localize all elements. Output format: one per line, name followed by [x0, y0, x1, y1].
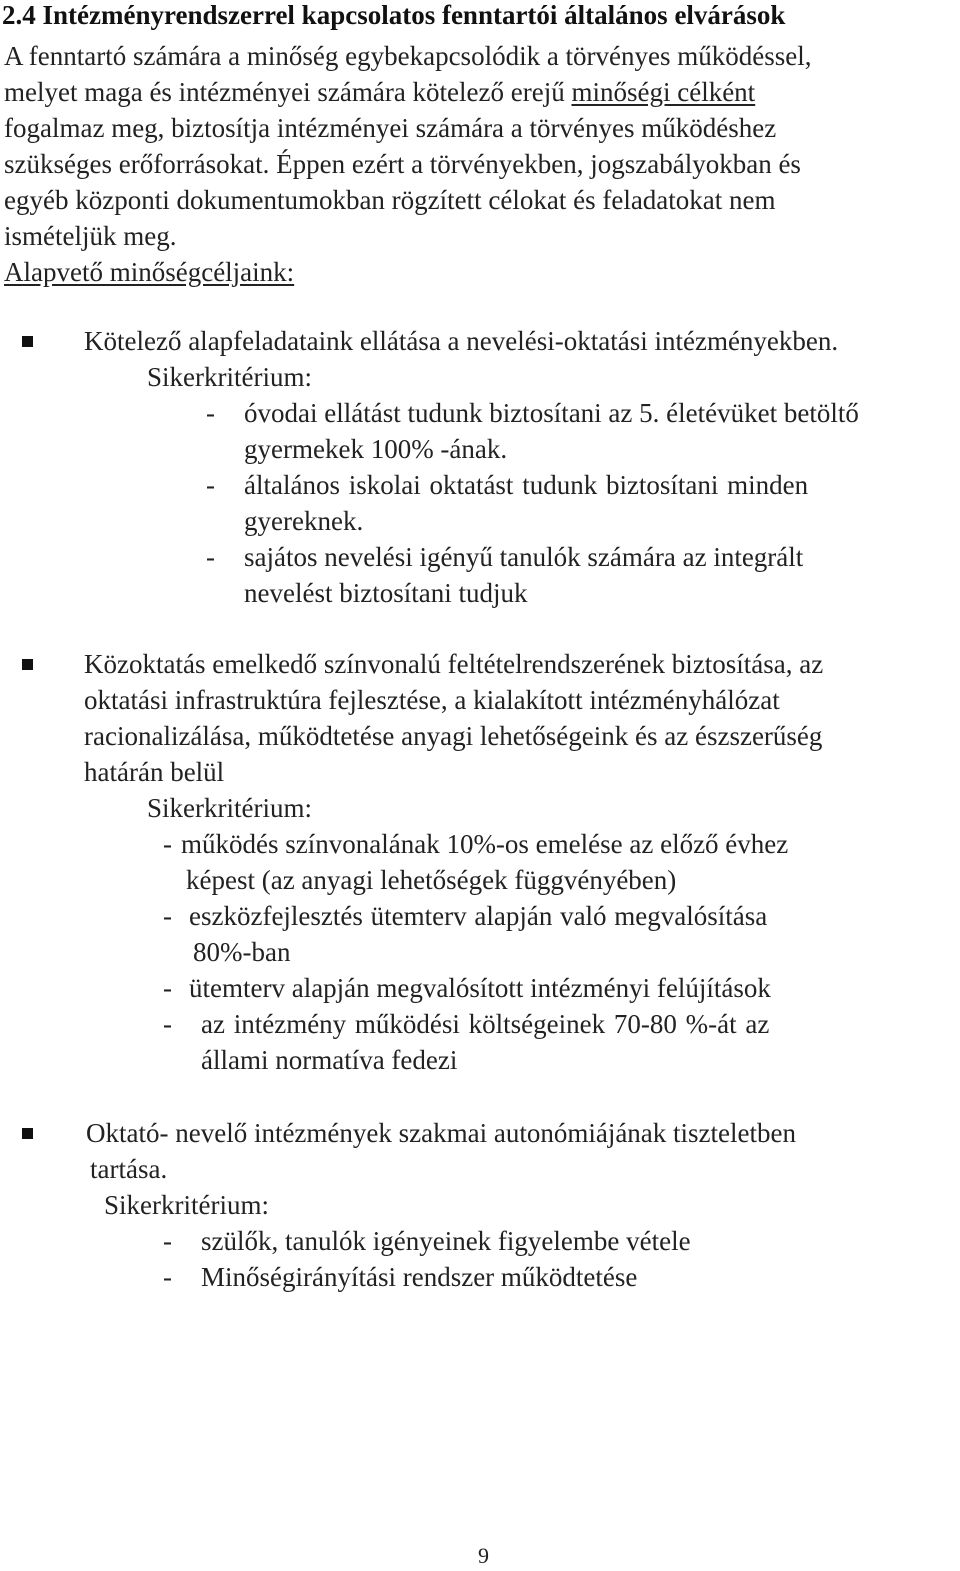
criterion-line: gyermekek 100% -ának.	[244, 434, 508, 464]
goal-line: határán belül	[84, 757, 225, 787]
quality-goal-link[interactable]: minőségi célként	[571, 77, 756, 107]
intro-line	[4, 182, 934, 218]
goal-3-criteria-label: Sikerkritérium:	[104, 1190, 269, 1220]
intro-line	[4, 218, 934, 254]
criterion-line: gyereknek.	[244, 506, 364, 536]
dash-marker: -	[163, 1009, 172, 1039]
intro-line	[4, 74, 934, 110]
bullet-square-icon	[22, 659, 33, 670]
goal-3-text	[86, 1115, 796, 1187]
dash-marker: -	[206, 542, 215, 572]
criterion-line: eszközfejlesztés ütemterv alapján való megvalósítása	[189, 901, 768, 931]
goal-2-criteria-label: Sikerkritérium:	[147, 793, 312, 823]
intro-line-text: fogalmaz meg, biztosítja intézményei számára a törvényes működéshez	[4, 113, 777, 143]
dash-marker: -	[163, 829, 172, 859]
intro-line	[4, 110, 934, 146]
criterion-line: általános iskolai oktatást tudunk biztosítani minden	[244, 470, 809, 500]
dash-marker: -	[206, 398, 215, 428]
intro-line-text: szükséges erőforrásokat. Éppen ezért a törvényekben, jogszabályokban és	[4, 149, 801, 179]
criterion-line: óvodai ellátást tudunk biztosítani az 5. életévüket betöltő	[244, 398, 859, 428]
dash-marker: -	[163, 973, 172, 1003]
intro-paragraph	[4, 38, 934, 254]
dash-marker: -	[206, 470, 215, 500]
goal-line: oktatási infrastruktúra fejlesztése, a kialakított intézményhálózat	[84, 685, 780, 715]
intro-line	[4, 146, 934, 182]
intro-line-text: ismételjük meg.	[4, 221, 177, 251]
criterion-line: sajátos nevelési igényű tanulók számára az integrált	[244, 542, 804, 572]
goal-line: tartása.	[90, 1154, 168, 1184]
goal-1-criteria-label: Sikerkritérium:	[147, 362, 312, 392]
goal-2-text	[84, 646, 823, 790]
goal-line: Közoktatás emelkedő színvonalú feltételrendszerének biztosítása, az	[84, 649, 824, 679]
intro-line-text: melyet maga és intézményei számára kötelező erejű	[4, 77, 572, 107]
bullet-square-icon	[22, 336, 33, 347]
criterion-line: állami normatíva fedezi	[201, 1045, 458, 1075]
criterion-line: 80%-ban	[193, 937, 291, 967]
dash-marker: -	[163, 1262, 172, 1292]
intro-line	[4, 38, 934, 74]
dash-marker: -	[163, 1226, 172, 1256]
criterion-line: működés színvonalának 10%-os emelése az előző évhez	[181, 829, 789, 859]
goals-label: Alapvető minőségcéljaink:	[4, 257, 295, 287]
page-number: 9	[478, 1543, 489, 1568]
bullet-square-icon	[22, 1128, 33, 1139]
criterion-line: ütemterv alapján megvalósított intézményi felújítások	[189, 973, 771, 1003]
goal-line: Kötelező alapfeladataink ellátása a nevelési-oktatási intézményekben.	[84, 326, 839, 356]
criterion-line: Minőségirányítási rendszer működtetése	[201, 1262, 638, 1292]
goal-1-text	[84, 323, 838, 359]
intro-line-text: A fenntartó számára a minőség egybekapcsolódik a törvényes működéssel,	[4, 41, 812, 71]
criterion-line: nevelést biztosítani tudjuk	[244, 578, 528, 608]
dash-marker: -	[163, 901, 172, 931]
criterion-line: az intézmény működési költségeinek 70-80 %-át az	[201, 1009, 770, 1039]
section-heading: 2.4 Intézményrendszerrel kapcsolatos fenntartói általános elvárások	[2, 0, 786, 30]
intro-line-text: egyéb központi dokumentumokban rögzített célokat és feladatokat nem	[4, 185, 776, 215]
criterion-line: szülők, tanulók igényeinek figyelembe vétele	[201, 1226, 691, 1256]
goal-line: Oktató- nevelő intézmények szakmai autonómiájának tiszteletben	[86, 1118, 796, 1148]
goal-line: racionalizálása, működtetése anyagi lehetőségeink és az észszerűség	[84, 721, 823, 751]
criterion-line: képest (az anyagi lehetőségek függvényében)	[186, 865, 677, 895]
